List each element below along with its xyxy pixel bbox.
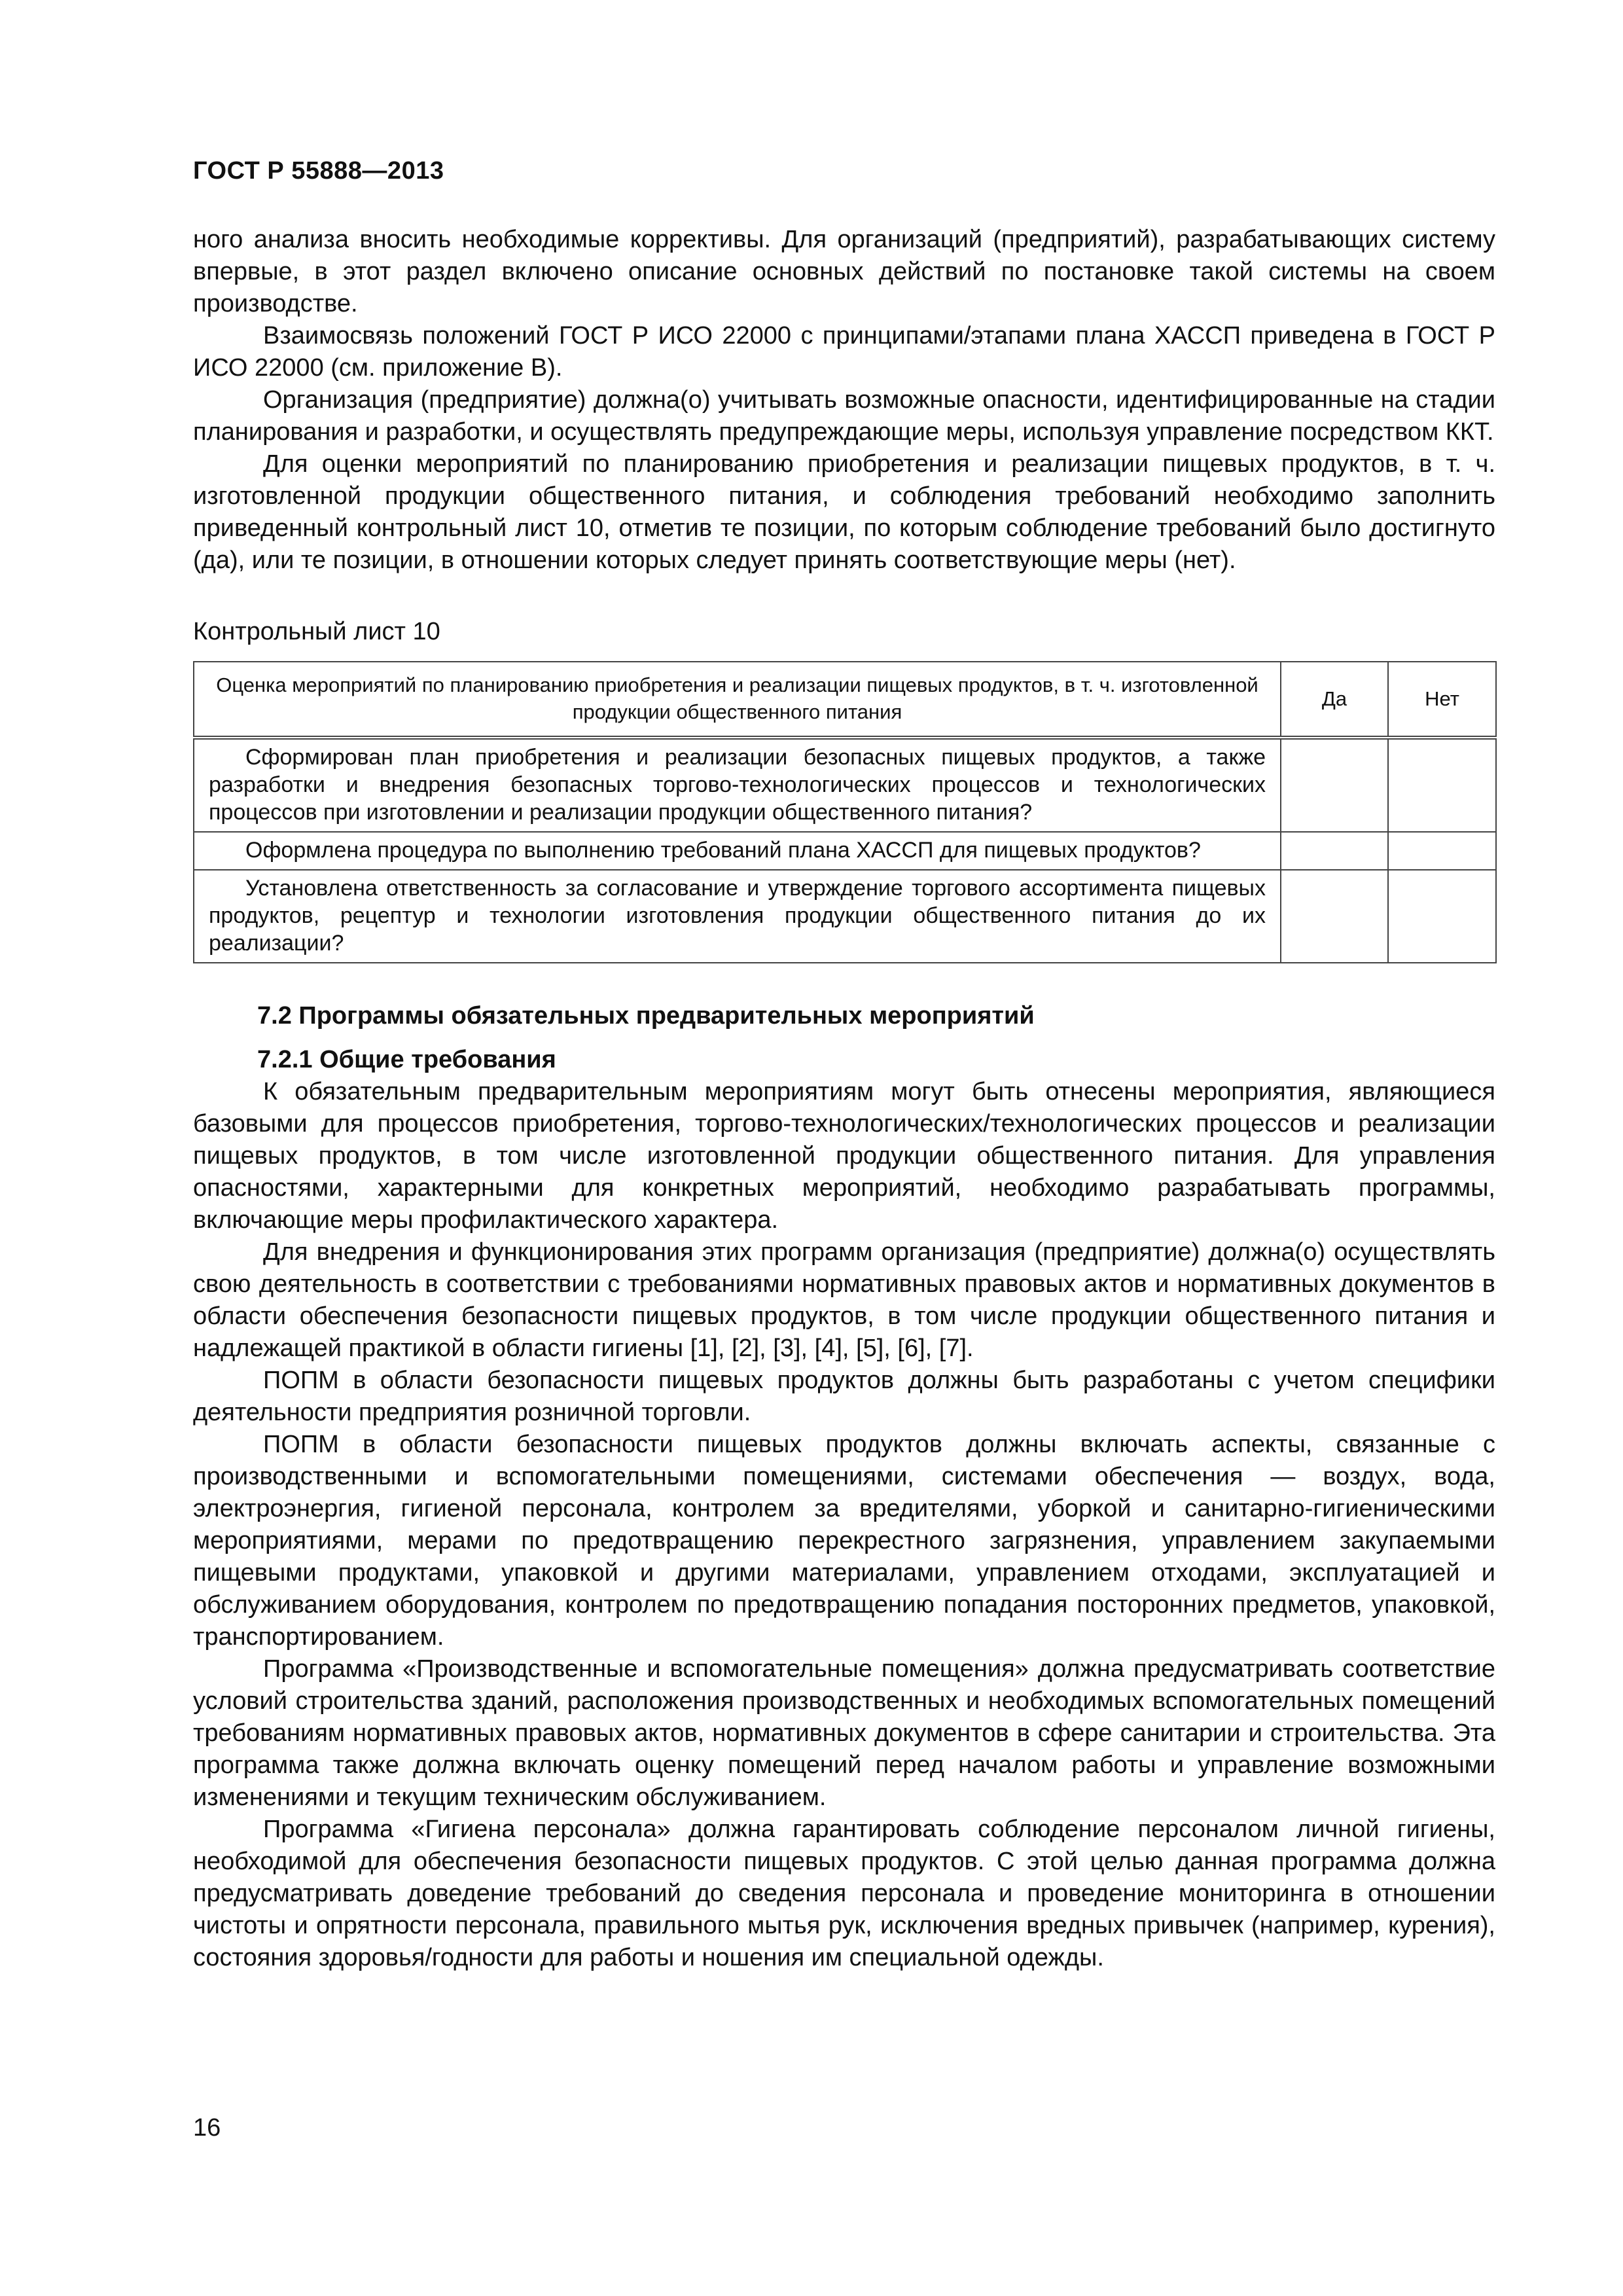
intro-paragraph-1: ного анализа вносить необходимые коррективы. Для организаций (предприятий), разрабатывающих систему впервые, в этот раздел включено описание основных действий по постановке такой системы на своем производстве. (193, 226, 1495, 317)
document-header: ГОСТ Р 55888—2013 (193, 157, 444, 185)
intro-paragraph-3: Организация (предприятие) должна(о) учитывать возможные опасности, идентифицированные на стадии планирования и разработки, и осуществлять предупреждающие меры, используя управление посредством ККТ. (193, 386, 1495, 446)
intro-paragraph-2: Взаимосвязь положений ГОСТ Р ИСО 22000 с принципами/этапами плана ХАССП приведена в ГОСТ Р ИСО 22000 (см. приложение В). (193, 322, 1495, 382)
checklist-no-cell[interactable] (1388, 832, 1496, 870)
body-paragraph-3: ПОПМ в области безопасности пищевых продуктов должны быть разработаны с учетом специфики деятельности предприятия розничной торговли. (193, 1367, 1495, 1426)
checklist-header-question: Оценка мероприятий по планированию приобретения и реализации пищевых продуктов, в т. ч. изготовленной продукции общественного питания (194, 662, 1281, 738)
section-7-2-heading: 7.2 Программы обязательных предварительных мероприятий (257, 1002, 1035, 1030)
checklist-question: Сформирован план приобретения и реализации безопасных пищевых продуктов, а также разработки и внедрения безопасных торгово-технологических процессов и технологических процессов при изготовлении и реализации продукции общественного питания? (194, 738, 1281, 832)
checklist-no-cell[interactable] (1388, 870, 1496, 963)
checklist-yes-cell[interactable] (1281, 738, 1388, 832)
body-paragraph-6: Программа «Гигиена персонала» должна гарантировать соблюдение персоналом личной гигиены, необходимой для обеспечения безопасности пищевых продуктов. С этой целью данная программа должна предусматривать доведение требований до сведения персонала и проведение мониторинга в отношении чистоты и опрятности персонала, правильного мытья рук, исключения вредных привычек (например, курения), состояния здоровья/годности для работы и ношения им специальной одежды. (193, 1816, 1495, 1971)
checklist-row (194, 870, 1496, 963)
checklist-question: Установлена ответственность за согласование и утверждение торгового ассортимента пищевых продуктов, рецептур и технологии изготовления продукции общественного питания до их реализации? (194, 870, 1281, 963)
checklist-caption: Контрольный лист 10 (193, 618, 440, 645)
checklist-row (194, 832, 1496, 870)
checklist-row (194, 738, 1496, 832)
checklist-header-yes: Да (1281, 662, 1388, 738)
body-paragraph-4: ПОПМ в области безопасности пищевых продуктов должны включать аспекты, связанные с производственными и вспомогательными помещениями, системами обеспечения — воздух, вода, электроэнергия, гигиеной персонала, контролем за вредителями, уборкой и санитарно-гигиеническими мероприятиями, мерами по предотвращению перекрестного загрязнения, управлением закупаемыми пищевыми продуктами, упаковкой и другими материалами, управлением отходами, эксплуатацией и обслуживанием оборудования, контролем по предотвращению попадания посторонних предметов, упаковкой, транспортированием. (193, 1431, 1495, 1651)
checklist-question: Оформлена процедура по выполнению требований плана ХАССП для пищевых продуктов? (194, 832, 1281, 870)
body-paragraph-1: К обязательным предварительным мероприятиям могут быть отнесены мероприятия, являющиеся базовыми для процессов приобретения, торгово-технологических/технологических процессов и реализации пищевых продуктов, в том числе изготовленной продукции общественного питания. Для управления опасностями, характерными для конкретных мероприятий, необходимо разрабатывать программы, включающие меры профилактического характера. (193, 1078, 1495, 1234)
checklist-no-cell[interactable] (1388, 738, 1496, 832)
body-paragraph-2: Для внедрения и функционирования этих программ организация (предприятие) должна(о) осуществлять свою деятельность в соответствии с требованиями нормативных правовых актов и нормативных документов в области обеспечения безопасности пищевых продуктов, в том числе продукции общественного питания и надлежащей практикой в области гигиены [1], [2], [3], [4], [5], [6], [7]. (193, 1238, 1495, 1362)
checklist-table (193, 661, 1497, 963)
intro-paragraph-4: Для оценки мероприятий по планированию приобретения и реализации пищевых продуктов, в т. ч. изготовленной продукции общественного питания, и соблюдения требований необходимо заполнить приведенный контрольный лист 10, отметив те позиции, по которым соблюдение требований было достигнуто (да), или те позиции, в отношении которых следует принять соответствующие меры (нет). (193, 450, 1495, 574)
checklist-yes-cell[interactable] (1281, 870, 1388, 963)
page-number: 16 (193, 2114, 221, 2142)
checklist-yes-cell[interactable] (1281, 832, 1388, 870)
body-paragraph-5: Программа «Производственные и вспомогательные помещения» должна предусматривать соответствие условий строительства зданий, расположения производственных и необходимых вспомогательных помещений требованиям нормативных правовых актов, нормативных документов в сфере санитарии и строительства. Эта программа также должна включать оценку помещений перед началом работы и управление возможными изменениями и текущим техническим обслуживанием. (193, 1655, 1495, 1811)
checklist-header-row (194, 662, 1496, 738)
checklist-header-no: Нет (1388, 662, 1496, 738)
section-7-2-1-heading: 7.2.1 Общие требования (257, 1046, 556, 1073)
page-content (193, 224, 1495, 1974)
